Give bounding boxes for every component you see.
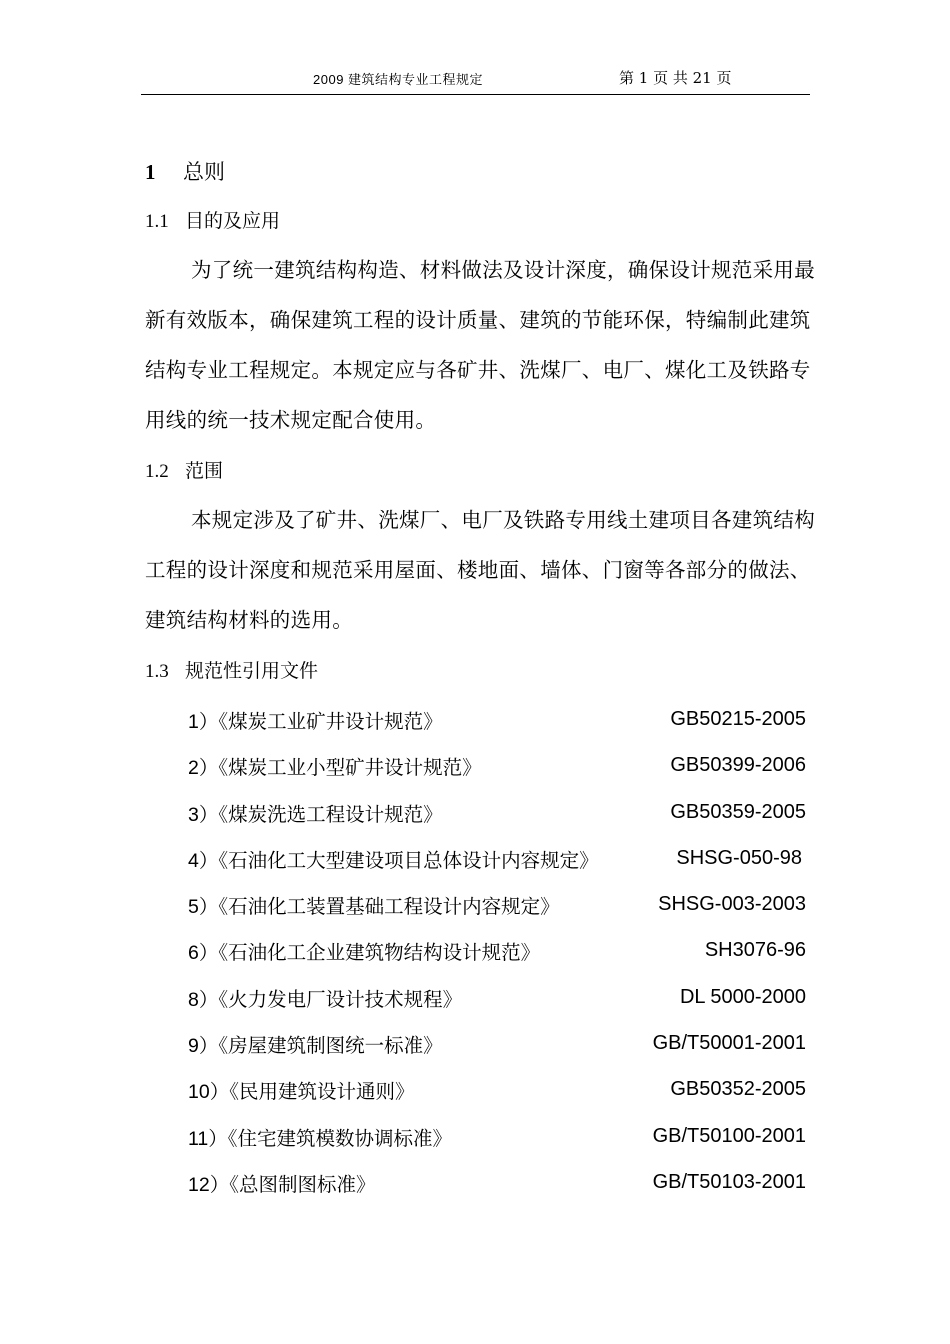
reference-code: GB50359-2005 <box>670 800 806 823</box>
reference-name: 《火力发电厂设计技术规程》 <box>218 987 463 1011</box>
reference-name: 《住宅建筑模数协调标准》 <box>227 1126 453 1150</box>
reference-title <box>188 984 462 1012</box>
chapter-heading <box>145 156 225 186</box>
reference-name: 《煤炭工业矿井设计规范》 <box>218 710 443 733</box>
reference-name: 《房屋建筑制图统一标准》 <box>218 1034 443 1058</box>
reference-code: GB/T50001-2001 <box>652 1032 806 1055</box>
section-title: 规范性引用文件 <box>185 660 319 682</box>
header-page-number: 第 1 页 共 21 页 <box>619 69 732 87</box>
reference-name: 《煤炭洗选工程设计规范》 <box>218 802 443 826</box>
reference-number: 10） <box>188 1081 230 1104</box>
page-header <box>141 66 810 95</box>
reference-name: 《总图制图标准》 <box>229 1172 376 1196</box>
reference-item <box>188 1123 810 1169</box>
reference-item <box>188 1030 810 1076</box>
section-title: 目的及应用 <box>185 210 281 232</box>
reference-code: SH3076-96 <box>704 939 806 962</box>
reference-item <box>188 984 810 1030</box>
reference-name: 《煤炭工业小型矿井设计规范》 <box>218 756 482 780</box>
reference-code: GB50399-2006 <box>670 754 806 777</box>
reference-number: 5） <box>188 896 219 919</box>
reference-title <box>188 752 482 780</box>
reference-title <box>188 799 443 827</box>
header-document-title: 2009 建筑结构专业工程规定 <box>313 72 484 87</box>
reference-code: DL 5000-2000 <box>679 985 806 1008</box>
reference-number: 12） <box>188 1173 230 1196</box>
reference-code: GB50215-2005 <box>670 708 806 730</box>
reference-item <box>188 937 810 983</box>
reference-code: GB50352-2005 <box>670 1078 806 1101</box>
reference-title <box>188 1123 452 1151</box>
reference-number: 6） <box>188 942 219 965</box>
reference-title <box>188 706 443 734</box>
reference-title <box>188 891 560 919</box>
reference-item <box>188 706 810 752</box>
reference-code: SHSG-003-2003 <box>658 893 806 916</box>
reference-item <box>188 1076 810 1122</box>
reference-title <box>188 937 540 965</box>
section-heading <box>145 206 280 233</box>
chapter-title: 总则 <box>183 160 225 184</box>
chapter-number: 1 <box>145 160 156 184</box>
reference-number: 8） <box>188 988 219 1011</box>
reference-item <box>188 799 810 845</box>
reference-code: GB/T50100-2001 <box>652 1124 806 1147</box>
reference-number: 1） <box>188 711 219 733</box>
reference-name: 《民用建筑设计通则》 <box>229 1080 415 1104</box>
reference-number: 11） <box>188 1127 228 1150</box>
section-number: 1.2 <box>145 461 169 482</box>
section-paragraph: 本规定涉及了矿井、洗煤厂、电厂及铁路专用线土建项目各建筑结构工程的设计深度和规范采用屋面、楼地面、墙体、门窗等各部分的做法、建筑结构材料的选用。 <box>145 508 815 632</box>
reference-name: 《石油化工装置基础工程设计内容规定》 <box>218 895 560 919</box>
reference-title <box>188 1169 375 1197</box>
section-number: 1.1 <box>145 211 169 232</box>
reference-name: 《石油化工企业建筑物结构设计规范》 <box>218 941 541 965</box>
reference-code: GB/T50103-2001 <box>652 1170 806 1193</box>
reference-number: 9） <box>188 1035 219 1058</box>
reference-number: 3） <box>188 803 219 826</box>
reference-number: 2） <box>188 757 219 780</box>
reference-number: 4） <box>188 849 219 872</box>
section-number: 1.3 <box>145 661 169 682</box>
reference-item <box>188 752 810 798</box>
reference-item <box>188 845 810 891</box>
reference-item <box>188 1169 810 1215</box>
section-heading <box>145 656 318 683</box>
reference-item <box>188 891 810 937</box>
reference-title <box>188 1076 414 1104</box>
reference-name: 《石油化工大型建设项目总体设计内容规定》 <box>218 848 599 872</box>
reference-list <box>188 706 810 1215</box>
section-heading <box>145 456 223 483</box>
section-title: 范围 <box>185 460 224 482</box>
section-paragraph: 为了统一建筑结构构造、材料做法及设计深度，确保设计规范采用最新有效版本，确保建筑工程的设计质量、建筑的节能环保，特编制此建筑结构专业工程规定。本规定应与各矿井、洗煤厂、电厂、煤化工及铁路专用线的统一技术规定配合使用。 <box>145 258 815 432</box>
reference-code: SHSG-050-98 <box>676 846 802 869</box>
reference-title <box>188 1030 443 1058</box>
reference-title <box>188 845 599 873</box>
